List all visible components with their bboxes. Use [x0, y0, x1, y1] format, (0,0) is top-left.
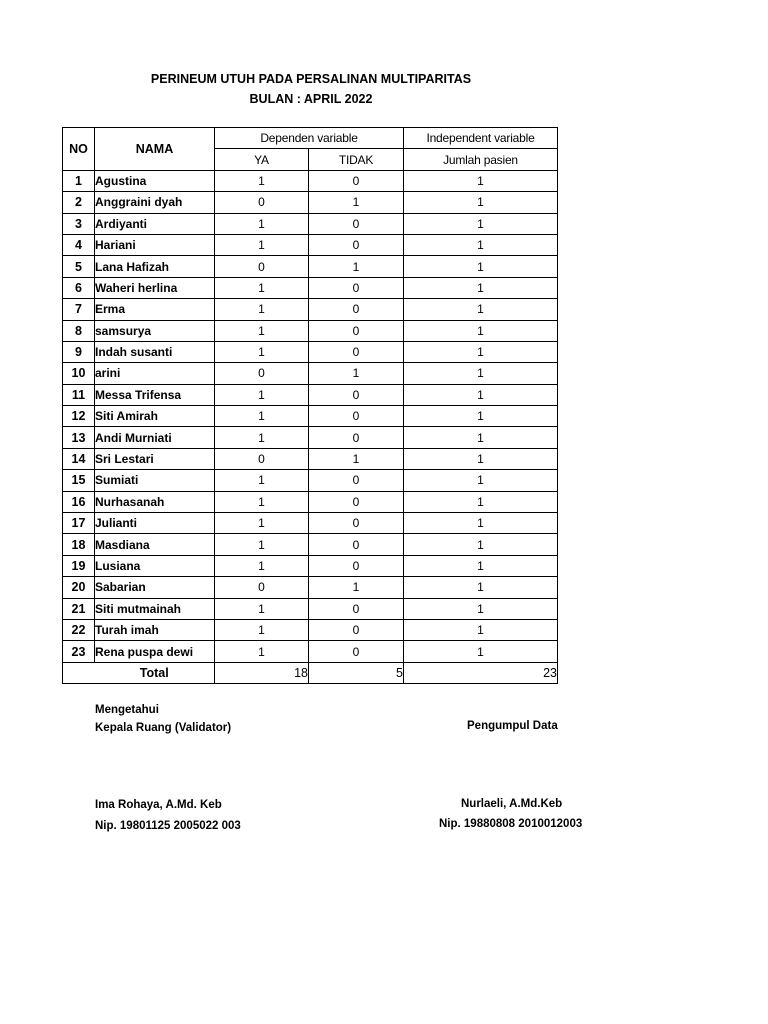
row-jumlah: 1 [404, 234, 558, 255]
row-tidak: 0 [309, 234, 404, 255]
signature-left-name: Ima Rohaya, A.Md. Keb [95, 799, 222, 811]
row-jumlah: 1 [404, 598, 558, 619]
row-jumlah: 1 [404, 170, 558, 191]
row-ya: 0 [215, 577, 309, 598]
table-row [63, 406, 558, 427]
row-name: Waheri herlina [95, 277, 215, 298]
row-jumlah: 1 [404, 363, 558, 384]
row-ya: 1 [215, 299, 309, 320]
row-ya: 1 [215, 641, 309, 662]
row-tidak: 0 [309, 470, 404, 491]
row-tidak: 0 [309, 619, 404, 640]
row-ya: 1 [215, 406, 309, 427]
row-no: 2 [63, 192, 95, 213]
row-ya: 0 [215, 192, 309, 213]
row-ya: 1 [215, 170, 309, 191]
row-tidak: 0 [309, 170, 404, 191]
row-ya: 1 [215, 491, 309, 512]
table-row [63, 555, 558, 576]
row-jumlah: 1 [404, 213, 558, 234]
row-name: Erma [95, 299, 215, 320]
row-tidak: 0 [309, 598, 404, 619]
total-ya: 18 [215, 662, 309, 683]
row-name: Lana Hafizah [95, 256, 215, 277]
row-tidak: 1 [309, 448, 404, 469]
signature-left-label: Mengetahui [95, 704, 159, 716]
row-name: Sumiati [95, 470, 215, 491]
header-jumlah-pasien: Jumlah pasien [404, 149, 558, 170]
table-row [63, 320, 558, 341]
row-tidak: 0 [309, 534, 404, 555]
row-name: samsurya [95, 320, 215, 341]
report-title: PERINEUM UTUH PADA PERSALINAN MULTIPARITAS [150, 72, 472, 86]
row-tidak: 0 [309, 641, 404, 662]
row-jumlah: 1 [404, 513, 558, 534]
row-name: Nurhasanah [95, 491, 215, 512]
patient-table [62, 127, 558, 684]
row-name: Indah susanti [95, 341, 215, 362]
row-no: 6 [63, 277, 95, 298]
table-row [63, 256, 558, 277]
signature-right-name: Nurlaeli, A.Md.Keb [461, 798, 563, 810]
row-tidak: 0 [309, 384, 404, 405]
row-jumlah: 1 [404, 299, 558, 320]
row-tidak: 0 [309, 277, 404, 298]
row-jumlah: 1 [404, 192, 558, 213]
total-label: Total [95, 662, 215, 683]
row-ya: 1 [215, 213, 309, 234]
row-ya: 0 [215, 363, 309, 384]
total-row [63, 662, 558, 683]
row-jumlah: 1 [404, 641, 558, 662]
row-name: Agustina [95, 170, 215, 191]
row-name: Julianti [95, 513, 215, 534]
row-jumlah: 1 [404, 491, 558, 512]
table-row [63, 192, 558, 213]
table-row [63, 598, 558, 619]
header-nama: NAMA [95, 128, 215, 171]
row-ya: 1 [215, 470, 309, 491]
row-ya: 1 [215, 619, 309, 640]
row-no: 8 [63, 320, 95, 341]
row-name: Siti Amirah [95, 406, 215, 427]
row-no: 18 [63, 534, 95, 555]
row-ya: 1 [215, 277, 309, 298]
row-ya: 1 [215, 598, 309, 619]
header-dependent-variable: Dependen variable [215, 128, 404, 149]
row-tidak: 0 [309, 320, 404, 341]
table-row [63, 513, 558, 534]
table-row [63, 641, 558, 662]
row-tidak: 0 [309, 491, 404, 512]
row-no: 17 [63, 513, 95, 534]
row-ya: 1 [215, 341, 309, 362]
signature-right-role: Pengumpul Data [467, 720, 558, 732]
row-no: 23 [63, 641, 95, 662]
total-spacer [63, 662, 95, 683]
row-tidak: 0 [309, 427, 404, 448]
row-no: 1 [63, 170, 95, 191]
row-jumlah: 1 [404, 470, 558, 491]
row-no: 7 [63, 299, 95, 320]
row-no: 16 [63, 491, 95, 512]
table-row [63, 619, 558, 640]
row-jumlah: 1 [404, 406, 558, 427]
row-tidak: 1 [309, 192, 404, 213]
table-row [63, 234, 558, 255]
header-independent-variable: Independent variable [404, 128, 558, 149]
row-jumlah: 1 [404, 384, 558, 405]
row-name: Andi Murniati [95, 427, 215, 448]
row-jumlah: 1 [404, 427, 558, 448]
row-tidak: 0 [309, 299, 404, 320]
row-ya: 1 [215, 534, 309, 555]
row-no: 12 [63, 406, 95, 427]
signature-left-nip: Nip. 19801125 2005022 003 [95, 820, 241, 832]
row-name: Messa Trifensa [95, 384, 215, 405]
header-no: NO [63, 128, 95, 171]
row-jumlah: 1 [404, 341, 558, 362]
row-name: Anggraini dyah [95, 192, 215, 213]
row-no: 5 [63, 256, 95, 277]
row-name: Sabarian [95, 577, 215, 598]
table-row [63, 213, 558, 234]
table-row [63, 534, 558, 555]
row-ya: 1 [215, 320, 309, 341]
row-no: 14 [63, 448, 95, 469]
table-row [63, 491, 558, 512]
table-row [63, 363, 558, 384]
row-no: 9 [63, 341, 95, 362]
table-row [63, 299, 558, 320]
row-tidak: 1 [309, 256, 404, 277]
row-jumlah: 1 [404, 448, 558, 469]
row-name: Masdiana [95, 534, 215, 555]
row-ya: 1 [215, 427, 309, 448]
row-name: Turah imah [95, 619, 215, 640]
row-tidak: 0 [309, 555, 404, 576]
row-jumlah: 1 [404, 577, 558, 598]
row-no: 20 [63, 577, 95, 598]
table-row [63, 448, 558, 469]
row-tidak: 0 [309, 213, 404, 234]
row-name: Hariani [95, 234, 215, 255]
row-jumlah: 1 [404, 256, 558, 277]
report-period: BULAN : APRIL 2022 [249, 92, 373, 106]
signature-right-nip: Nip. 19880808 2010012003 [439, 818, 583, 830]
row-no: 22 [63, 619, 95, 640]
row-jumlah: 1 [404, 534, 558, 555]
row-no: 21 [63, 598, 95, 619]
table-row [63, 470, 558, 491]
row-jumlah: 1 [404, 277, 558, 298]
row-no: 10 [63, 363, 95, 384]
table-row [63, 341, 558, 362]
table-row [63, 384, 558, 405]
row-ya: 1 [215, 234, 309, 255]
row-tidak: 0 [309, 406, 404, 427]
row-tidak: 0 [309, 513, 404, 534]
signature-left-role: Kepala Ruang (Validator) [95, 722, 232, 734]
row-ya: 0 [215, 256, 309, 277]
table-row [63, 277, 558, 298]
row-no: 19 [63, 555, 95, 576]
total-tidak: 5 [309, 662, 404, 683]
row-no: 13 [63, 427, 95, 448]
row-name: Sri Lestari [95, 448, 215, 469]
total-jumlah: 23 [404, 662, 558, 683]
row-ya: 1 [215, 384, 309, 405]
table-row [63, 577, 558, 598]
row-ya: 1 [215, 513, 309, 534]
header-tidak: TIDAK [309, 149, 404, 170]
row-name: Ardiyanti [95, 213, 215, 234]
table-row [63, 170, 558, 191]
row-no: 4 [63, 234, 95, 255]
row-tidak: 1 [309, 577, 404, 598]
row-no: 15 [63, 470, 95, 491]
row-tidak: 0 [309, 341, 404, 362]
header-ya: YA [215, 149, 309, 170]
row-ya: 1 [215, 555, 309, 576]
row-no: 3 [63, 213, 95, 234]
row-jumlah: 1 [404, 320, 558, 341]
row-jumlah: 1 [404, 555, 558, 576]
row-ya: 0 [215, 448, 309, 469]
table-row [63, 427, 558, 448]
row-no: 11 [63, 384, 95, 405]
row-jumlah: 1 [404, 619, 558, 640]
row-tidak: 1 [309, 363, 404, 384]
row-name: arini [95, 363, 215, 384]
row-name: Lusiana [95, 555, 215, 576]
row-name: Siti mutmainah [95, 598, 215, 619]
row-name: Rena puspa dewi [95, 641, 215, 662]
